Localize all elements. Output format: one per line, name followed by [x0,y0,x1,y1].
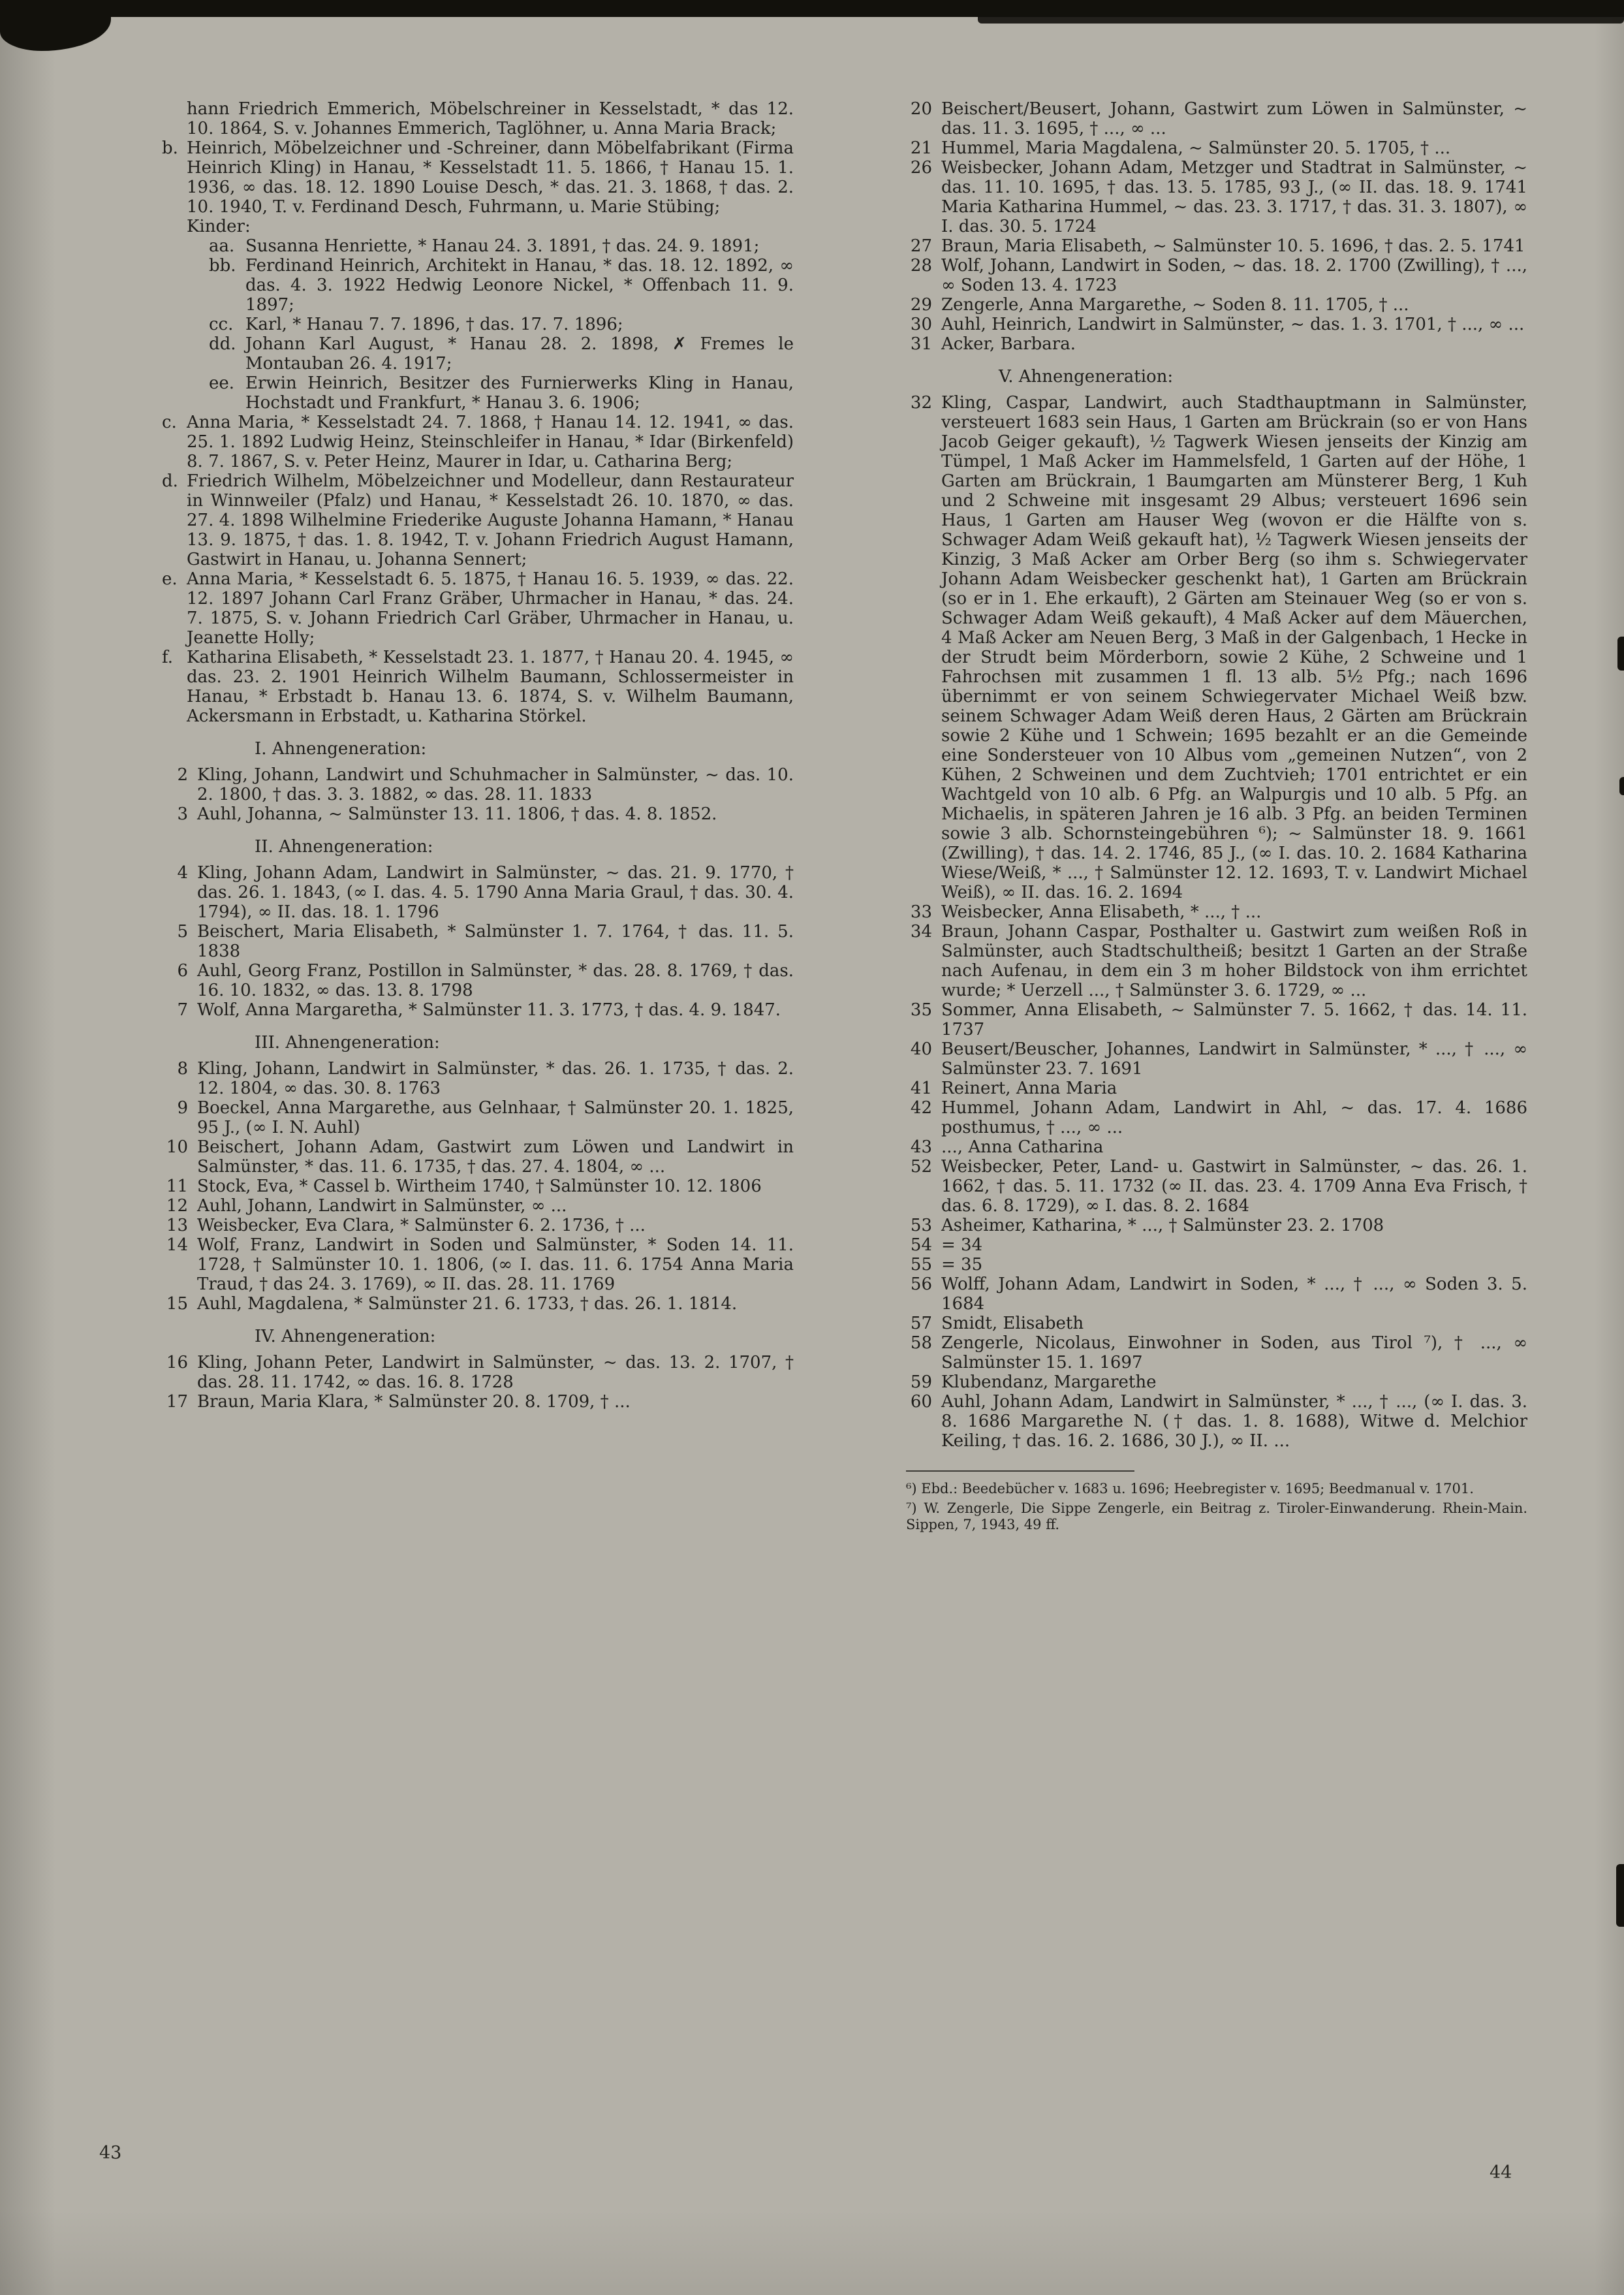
person-entry-26 [906,158,1527,236]
person-entry-43 [906,1137,1527,1157]
person-entry-58 [906,1333,1527,1372]
entry-number: 3 [177,804,188,824]
grandchild-item-bb [209,256,794,315]
subitem-b [162,138,794,217]
person-entry-57 [906,1314,1527,1333]
person-entry-54 [906,1235,1527,1255]
scan-corner-blot [0,0,111,51]
entry-number: 28 [910,256,932,276]
person-entry-16 [162,1353,794,1392]
entry-number: 34 [910,922,932,942]
kinder-label: Kinder: [187,217,251,236]
person-entry-20 [906,99,1527,138]
grandchild-item-cc [209,315,794,334]
entry-text: Wolf, Franz, Landwirt in Soden und Salmünster, * Soden 14. 11. 1728, † Salmünster 10. 1. 1806, (∞ I. das. 11. 6. 1754 Anna Maria Traud, † das 24. 3. 1769), ∞ II. das. 28. 11. 1769 [197,1235,794,1294]
item-text: Katharina Elisabeth, * Kesselstadt 23. 1. 1877, † Hanau 20. 4. 1945, ∞ das. 23. 2. 1901 Heinrich Wilhelm Baumann, Schlossermeister in Hanau, * Erbstadt b. Hanau 13. 6. 1874, S. v. Wilhelm Baumann, Ackersmann in Erbstadt, u. Katharina Störkel. [187,648,794,726]
entry-number: 54 [910,1235,932,1255]
entry-text: Braun, Maria Klara, * Salmünster 20. 8. 1709, † ... [197,1392,631,1412]
person-entry-35 [906,1000,1527,1039]
grandchild-item-ee [209,373,794,413]
section-heading: V. Ahnengeneration: [999,367,1174,387]
entry-number: 41 [910,1079,932,1098]
person-entry-6 [162,961,794,1000]
item-marker: f. [162,648,173,667]
entry-text: Klubendanz, Margarethe [941,1372,1157,1392]
person-entry-5 [162,922,794,961]
entry-number: 33 [910,902,932,922]
entry-number: 58 [910,1333,932,1353]
person-entry-60 [906,1392,1527,1451]
section-heading: III. Ahnengeneration: [255,1033,440,1053]
entry-text: Zengerle, Nicolaus, Einwohner in Soden, aus Tirol ⁷), † ..., ∞ Salmünster 15. 1. 1697 [941,1333,1527,1372]
item-marker: d. [162,471,178,491]
person-entry-17 [162,1392,794,1412]
entry-text: Wolf, Anna Margaretha, * Salmünster 11. 3. 1773, † das. 4. 9. 1847. [197,1000,781,1020]
footnote: ⁷) W. Zengerle, Die Sippe Zengerle, ein Beitrag z. Tiroler-Einwanderung. Rhein-Main. Sippen, 7, 1943, 49 ff. [906,1500,1527,1532]
entry-text: Auhl, Heinrich, Landwirt in Salmünster, ~ das. 1. 3. 1701, † ..., ∞ ... [941,315,1525,334]
item-text: Johann Karl August, * Hanau 28. 2. 1898, ✗ Fremes le Montauban 26. 4. 1917; [245,334,794,373]
entry-text: Kling, Johann Adam, Landwirt in Salmünster, ~ das. 21. 9. 1770, † das. 26. 1. 1843, (∞ I. das. 4. 5. 1790 Anna Maria Graul, † das. 30. 4. 1794), ∞ II. das. 18. 1. 1796 [197,863,794,922]
entry-text: Smidt, Elisabeth [941,1314,1084,1333]
entry-text: Weisbecker, Johann Adam, Metzger und Stadtrat in Salmünster, ~ das. 11. 10. 1695, † das. 13. 5. 1785, 93 J., (∞ II. das. 18. 9. 1741 Maria Katharina Hummel, ~ das. 23. 3. 1717, † das. 31. 3. 1807), ∞ I. das. 30. 5. 1724 [941,158,1527,236]
item-text: Anna Maria, * Kesselstadt 24. 7. 1868, † Hanau 14. 12. 1941, ∞ das. 25. 1. 1892 Ludwig Heinz, Steinschleifer in Hanau, * Idar (Birkenfeld) 8. 7. 1867, S. v. Peter Heinz, Maurer in Idar, u. Catharina Berg; [187,413,794,471]
item-marker: bb. [209,256,236,276]
entry-number: 20 [910,99,932,119]
entry-number: 21 [910,138,932,158]
person-entry-30 [906,315,1527,334]
item-marker: e. [162,569,178,589]
entry-number: 55 [910,1255,932,1274]
entry-text: Hummel, Maria Magdalena, ~ Salmünster 20. 5. 1705, † ... [941,138,1451,158]
entry-text: Boeckel, Anna Margarethe, aus Gelnhaar, † Salmünster 20. 1. 1825, 95 J., (∞ I. N. Auhl) [197,1098,794,1137]
item-marker: c. [162,413,177,432]
scan-edge-top-right [978,16,1624,24]
entry-number: 4 [177,863,188,883]
entry-number: 56 [910,1274,932,1294]
person-entry-15 [162,1294,794,1314]
person-entry-4 [162,863,794,922]
subitem-d [162,471,794,569]
entry-text: ..., Anna Catharina [941,1137,1104,1157]
person-entry-53 [906,1216,1527,1235]
person-entry-28 [906,256,1527,295]
person-entry-12 [162,1196,794,1216]
item-marker: dd. [209,334,236,354]
entry-text: Wolff, Johann Adam, Landwirt in Soden, * ..., † ..., ∞ Soden 3. 5. 1684 [941,1274,1527,1314]
entry-number: 7 [177,1000,188,1020]
footnote-separator [906,1470,1134,1472]
entry-number: 10 [166,1137,188,1157]
page-number-right: 44 [1490,2162,1512,2183]
entry-number: 9 [177,1098,188,1118]
entry-text: Sommer, Anna Elisabeth, ~ Salmünster 7. 5. 1662, † das. 14. 11. 1737 [941,1000,1527,1039]
scan-artifact [1617,637,1624,671]
entry-text: Acker, Barbara. [941,334,1076,354]
scan-edge-top [0,0,1624,17]
entry-text: Kling, Johann, Landwirt in Salmünster, * das. 26. 1. 1735, † das. 2. 12. 1804, ∞ das. 30. 8. 1763 [197,1059,794,1098]
entry-text: Reinert, Anna Maria [941,1079,1117,1098]
item-text: Erwin Heinrich, Besitzer des Furnierwerks Kling in Hanau, Hochstadt und Frankfurt, * Hanau 3. 6. 1906; [245,373,794,413]
person-entry-11 [162,1177,794,1196]
person-entry-59 [906,1372,1527,1392]
person-entry-32 [906,393,1527,902]
entry-text: Weisbecker, Peter, Land- u. Gastwirt in Salmünster, ~ das. 26. 1. 1662, † das. 5. 11. 1732 (∞ II. das. 23. 4. 1709 Anna Eva Frisch, † das. 6. 8. 1729), ∞ I. das. 8. 2. 1684 [941,1157,1527,1216]
person-entry-55 [906,1255,1527,1274]
entry-text: Braun, Maria Elisabeth, ~ Salmünster 10. 5. 1696, † das. 2. 5. 1741 [941,236,1525,256]
person-entry-41 [906,1079,1527,1098]
item-text: Heinrich, Möbelzeichner und -Schreiner, dann Möbelfabrikant (Firma Heinrich Kling) in Hanau, * Kesselstadt 11. 5. 1866, † Hanau 15. 1. 1936, ∞ das. 18. 12. 1890 Louise Desch, * das. 21. 3. 1868, † das. 2. 10. 1940, T. v. Ferdinand Desch, Fuhrmann, u. Marie Stübing; [187,138,794,217]
subitem-f [162,648,794,726]
entry-number: 59 [910,1372,932,1392]
entry-number: 42 [910,1098,932,1118]
person-entry-14 [162,1235,794,1294]
scan-artifact [1619,777,1624,795]
entry-number: 32 [910,393,932,413]
entry-number: 53 [910,1216,932,1235]
person-entry-52 [906,1157,1527,1216]
entry-number: 13 [166,1216,188,1235]
grandchild-item-aa [209,236,794,256]
entry-number: 6 [177,961,188,981]
entry-text: Kling, Johann, Landwirt und Schuhmacher in Salmünster, ~ das. 10. 2. 1800, † das. 3. 3. 1882, ∞ das. 28. 11. 1833 [197,765,794,804]
entry-text: Stock, Eva, * Cassel b. Wirtheim 1740, † Salmünster 10. 12. 1806 [197,1177,762,1196]
person-entry-29 [906,295,1527,315]
entry-text: Weisbecker, Anna Elisabeth, * ..., † ... [941,902,1262,922]
entry-text: = 34 [941,1235,983,1255]
entry-number: 27 [910,236,932,256]
entry-number: 31 [910,334,932,354]
entry-text: Beusert/Beuscher, Johannes, Landwirt in Salmünster, * ..., † ..., ∞ Salmünster 23. 7. 1691 [941,1039,1527,1079]
item-text: Karl, * Hanau 7. 7. 1896, † das. 17. 7. 1896; [245,315,623,334]
person-entry-42 [906,1098,1527,1137]
entry-text: Auhl, Johann, Landwirt in Salmünster, ∞ ... [197,1196,567,1216]
item-marker: b. [162,138,178,158]
section-heading: II. Ahnengeneration: [255,837,433,857]
entry-number: 35 [910,1000,932,1020]
entry-number: 12 [166,1196,188,1216]
person-entry-7 [162,1000,794,1020]
entry-text: Wolf, Johann, Landwirt in Soden, ~ das. 18. 2. 1700 (Zwilling), † ..., ∞ Soden 13. 4. 1723 [941,256,1527,295]
section-heading: I. Ahnengeneration: [255,739,427,759]
person-entry-34 [906,922,1527,1000]
person-entry-3 [162,804,794,824]
entry-number: 52 [910,1157,932,1177]
scan-artifact [1616,1864,1624,1927]
entry-number: 14 [166,1235,188,1255]
entry-text: Zengerle, Anna Margarethe, ~ Soden 8. 11. 1705, † ... [941,295,1409,315]
entry-number: 40 [910,1039,932,1059]
entry-text: Auhl, Johanna, ~ Salmünster 13. 11. 1806, † das. 4. 8. 1852. [197,804,717,824]
entry-number: 16 [166,1353,188,1372]
person-entry-2 [162,765,794,804]
person-entry-33 [906,902,1527,922]
entry-number: 8 [177,1059,188,1079]
right-column [906,99,1527,1536]
item-marker: aa. [209,236,235,256]
item-text: Susanna Henriette, * Hanau 24. 3. 1891, † das. 24. 9. 1891; [245,236,760,256]
entry-text: Beischert, Maria Elisabeth, * Salmünster 1. 7. 1764, † das. 11. 5. 1838 [197,922,794,961]
grandchild-item-dd [209,334,794,373]
entry-text: Kling, Johann Peter, Landwirt in Salmünster, ~ das. 13. 2. 1707, † das. 28. 11. 1742, ∞ das. 16. 8. 1728 [197,1353,794,1392]
subitem-e [162,569,794,648]
entry-text: Auhl, Johann Adam, Landwirt in Salmünster, * ..., † ..., (∞ I. das. 3. 8. 1686 Margarethe N. († das. 1. 8. 1688), Witwe d. Melchior Keiling, † das. 16. 2. 1686, 30 J.), ∞ II. ... [941,1392,1527,1451]
person-entry-10 [162,1137,794,1177]
item-marker: cc. [209,315,234,334]
person-entry-21 [906,138,1527,158]
footnote: ⁶) Ebd.: Beedebücher v. 1683 u. 1696; Heebregister v. 1695; Beedmanual v. 1701. [906,1481,1474,1496]
entry-text: Braun, Johann Caspar, Posthalter u. Gastwirt zum weißen Roß in Salmünster, auch Stadtschultheiß; besitzt 1 Garten an der Straße nach Aufenau, in dem ein 3 m hoher Bildstock von ihm errichtet wurde; * Uerzell ..., † Salmünster 3. 6. 1729, ∞ ... [941,922,1527,1000]
entry-number: 30 [910,315,932,334]
item-text: Friedrich Wilhelm, Möbelzeichner und Modelleur, dann Restaurateur in Winnweiler (Pfalz) und Hanau, * Kesselstadt 26. 10. 1870, ∞ das. 27. 4. 1898 Wilhelmine Friederike Auguste Johanna Hamann, * Hanau 13. 9. 1875, † das. 1. 8. 1942, T. v. Johann Friedrich August Hamann, Gastwirt in Hanau, u. Johanna Sennert; [187,471,794,569]
entry-text: Beischert/Beusert, Johann, Gastwirt zum Löwen in Salmünster, ~ das. 11. 3. 1695, † ..., ∞ ... [941,99,1527,138]
page-number-left: 43 [99,2143,122,2163]
entry-number: 26 [910,158,932,178]
section-heading: IV. Ahnengeneration: [255,1327,436,1346]
entry-text: = 35 [941,1255,983,1274]
entry-number: 29 [910,295,932,315]
person-entry-27 [906,236,1527,256]
entry-number: 15 [166,1294,188,1314]
entry-text: Kling, Caspar, Landwirt, auch Stadthauptmann in Salmünster, versteuert 1683 sein Haus, 1 Garten am Brückrain (so er von Hans Jacob Geiger gekauft), ½ Tagwerk Wiesen jenseits der Kinzig am Tümpel, 1 Maß Acker im Hammelsfeld, 1 Garten auf der Höhe, 1 Garten am Brückrain, 1 Baumgarten am Münsterer Berg, 1 Kuh und 2 Schweine mit insgesamt 29 Albus; versteuert 1696 sein Haus, 1 Garten am Hauser Weg (wovon er die Hälfte von s. Schwager Adam Weiß gekauft hat), ½ Tagwerk Wiesen jenseits der Kinzig, 3 Maß Acker am Orber Berg (so ihm s. Schwiegervater Johann Adam Weisbecker geschenkt hat), 1 Garten am Brückrain (so er in 1. Ehe erkauft), 2 Gärten am Steinauer Weg (so er von s. Schwager Adam Weiß gekauft), 4 Maß Acker auf dem Mäuerchen, 4 Maß Acker am Neuen Berg, 3 Maß in der Galgenbach, 1 Hecke in der Strudt beim Mörderborn, sowie 2 Kühe, 2 Schweine und 1 Fahrochsen mit zusammen 1 fl. 13 alb. 5½ Pfg.; nach 1696 übernimmt er von seinem Schwiegervater Michael Weiß bzw. seinem Schwager Adam Weiß deren Haus, 2 Gärten am Brückrain sowie 2 Kühe und 1 Schwein; 1695 bezahlt er an die Gemeinde eine Sondersteuer von 10 Albus vom „gemeinen Nutzen“, von 2 Kühen, 2 Schweinen und dem Zuchtvieh; 1701 entrichtet er ein Wachtgeld von 10 alb. 6 Pfg. an Walpurgis und 10 alb. 5 Pfg. an Michaelis, in späteren Jahren je 16 alb. 3 Pfg. an beiden Terminen sowie 3 alb. Schornsteingebühren ⁶); ~ Salmünster 18. 9. 1661 (Zwilling), † das. 14. 2. 1746, 85 J., (∞ I. das. 10. 2. 1684 Katharina Wiese/Weiß, * ..., † Salmünster 12. 12. 1693, T. v. Landwirt Michael Weiß), ∞ II. das. 16. 2. 1694 [941,393,1527,902]
entry-number: 11 [166,1177,188,1196]
entry-number: 2 [177,765,188,785]
entry-number: 60 [910,1392,932,1412]
person-entry-13 [162,1216,794,1235]
paragraph-continuation: hann Friedrich Emmerich, Möbelschreiner in Kesselstadt, * das 12. 10. 1864, S. v. Johannes Emmerich, Taglöhner, u. Anna Maria Brack; [187,99,794,138]
person-entry-8 [162,1059,794,1098]
person-entry-9 [162,1098,794,1137]
entry-text: Asheimer, Katharina, * ..., † Salmünster 23. 2. 1708 [941,1216,1384,1235]
subitem-c [162,413,794,471]
item-text: Anna Maria, * Kesselstadt 6. 5. 1875, † Hanau 16. 5. 1939, ∞ das. 22. 12. 1897 Johann Carl Franz Gräber, Uhrmacher in Hanau, * das. 24. 7. 1875, S. v. Johann Friedrich Carl Gräber, Uhrmacher in Hanau, u. Jeanette Holly; [187,569,794,648]
left-column [162,99,794,1412]
entry-number: 57 [910,1314,932,1333]
entry-text: Hummel, Johann Adam, Landwirt in Ahl, ~ das. 17. 4. 1686 posthumus, † ..., ∞ ... [941,1098,1527,1137]
entry-text: Beischert, Johann Adam, Gastwirt zum Löwen und Landwirt in Salmünster, * das. 11. 6. 1735, † das. 27. 4. 1804, ∞ ... [197,1137,794,1177]
person-entry-40 [906,1039,1527,1079]
entry-number: 5 [177,922,188,942]
entry-text: Auhl, Georg Franz, Postillon in Salmünster, * das. 28. 8. 1769, † das. 16. 10. 1832, ∞ das. 13. 8. 1798 [197,961,794,1000]
entry-text: Auhl, Magdalena, * Salmünster 21. 6. 1733, † das. 26. 1. 1814. [197,1294,738,1314]
item-marker: ee. [209,373,235,393]
person-entry-31 [906,334,1527,354]
entry-number: 17 [166,1392,188,1412]
item-text: Ferdinand Heinrich, Architekt in Hanau, * das. 18. 12. 1892, ∞ das. 4. 3. 1922 Hedwig Leonore Nickel, * Offenbach 11. 9. 1897; [245,256,794,315]
entry-number: 43 [910,1137,932,1157]
entry-text: Weisbecker, Eva Clara, * Salmünster 6. 2. 1736, † ... [197,1216,646,1235]
person-entry-56 [906,1274,1527,1314]
